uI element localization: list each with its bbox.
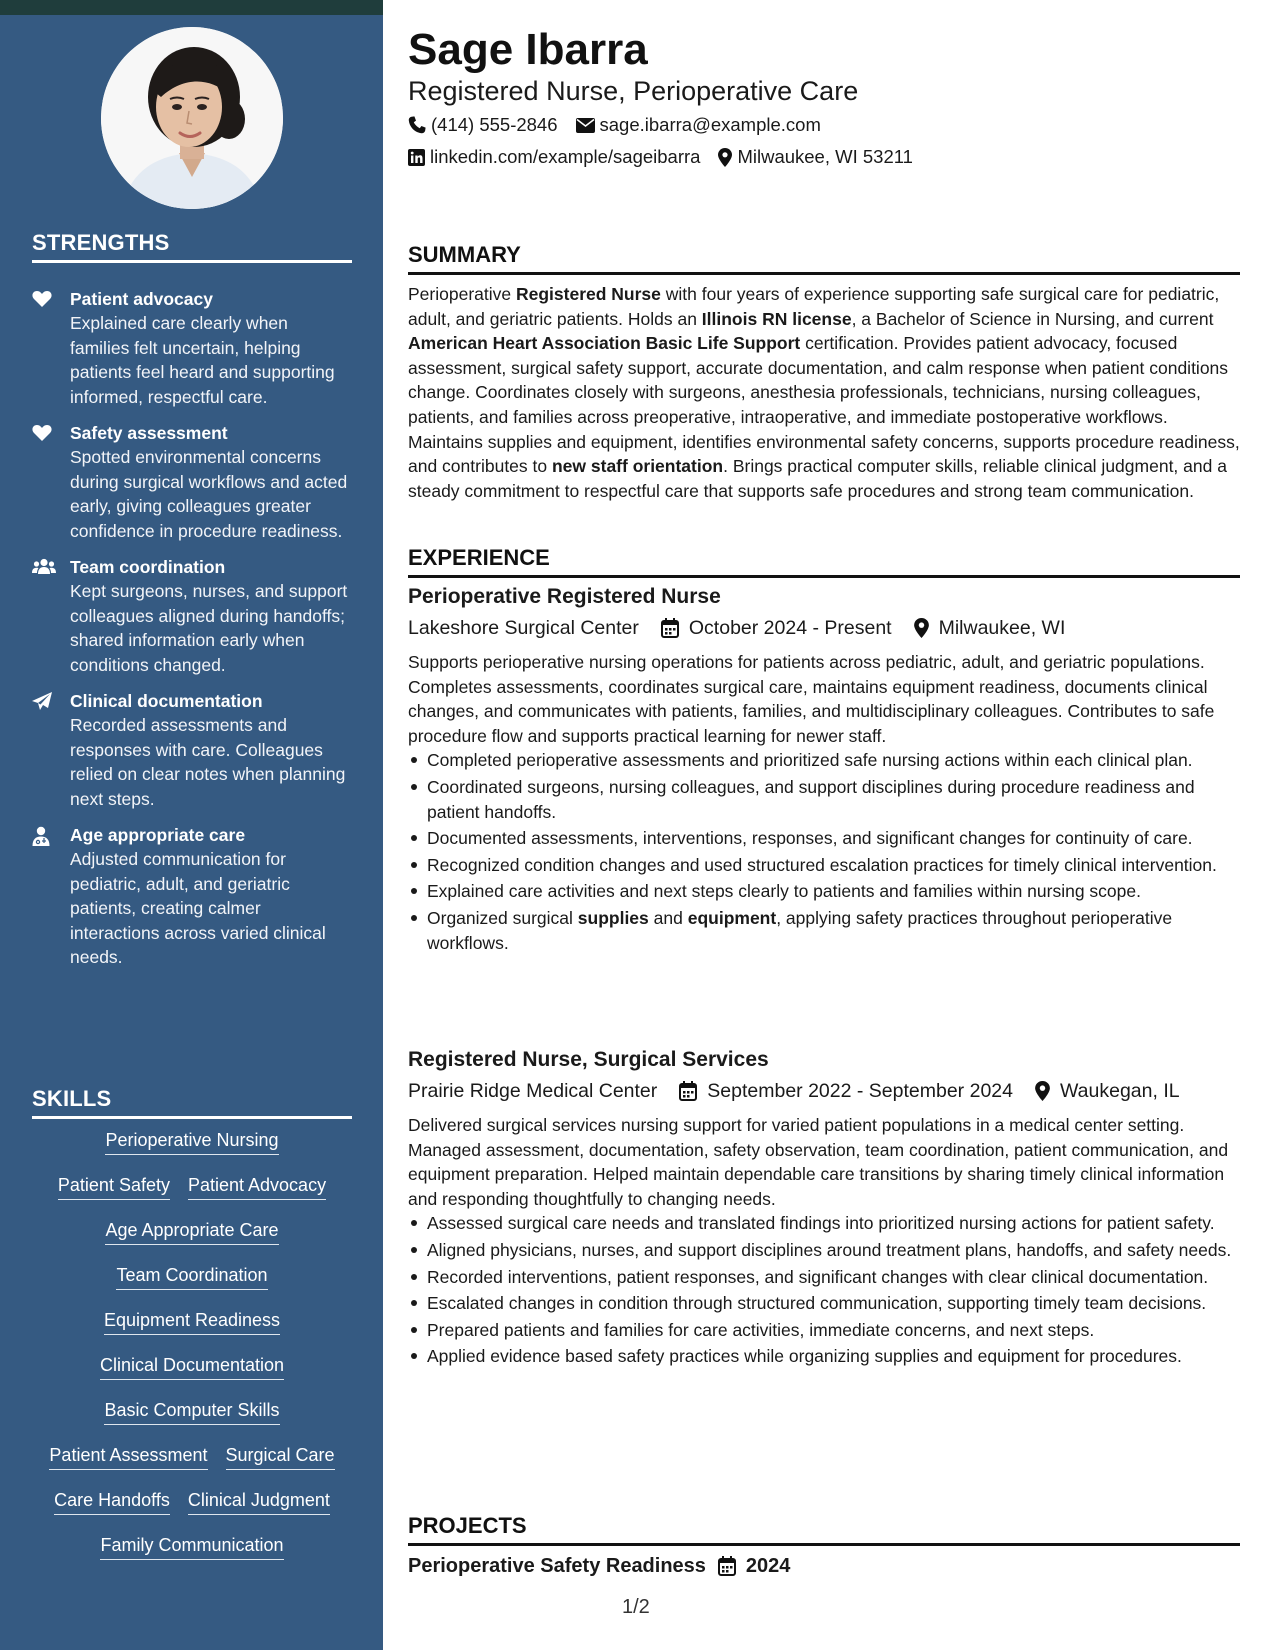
skill-row xyxy=(32,1398,352,1443)
map-pin-icon xyxy=(718,148,732,167)
calendar-icon xyxy=(661,618,679,638)
job-bullet: Coordinated surgeons, nursing colleagues, and support disciplines during procedure readiness and patient handoffs. xyxy=(408,775,1240,824)
sidebar-top-bar xyxy=(0,0,383,15)
phone-item[interactable] xyxy=(408,113,558,137)
skill-tag: Surgical Care xyxy=(226,1443,335,1470)
phone-icon xyxy=(408,116,426,134)
job-dates-text: October 2024 - Present xyxy=(688,617,892,639)
strength-item xyxy=(32,555,352,677)
location-text: Milwaukee, WI 53211 xyxy=(737,146,913,167)
skill-tag: Clinical Documentation xyxy=(100,1353,284,1380)
job-dates xyxy=(679,1077,1013,1105)
skill-tag: Team Coordination xyxy=(116,1263,267,1290)
job-location-text: Milwaukee, WI xyxy=(938,617,1066,639)
skill-tag: Care Handoffs xyxy=(54,1488,170,1515)
job-bullets xyxy=(408,1211,1240,1369)
summary-segment-bold: new staff orientation xyxy=(551,456,724,477)
skill-tag: Patient Assessment xyxy=(49,1443,207,1470)
linkedin-item[interactable] xyxy=(408,145,700,169)
summary-text xyxy=(408,282,1240,503)
heart-icon xyxy=(32,287,70,409)
email-text: sage.ibarra@example.com xyxy=(599,114,821,135)
skills-list xyxy=(32,1128,352,1578)
strength-item xyxy=(32,823,352,970)
skill-row xyxy=(32,1173,352,1218)
page-number: 1/2 xyxy=(622,1596,650,1618)
skill-tag: Clinical Judgment xyxy=(188,1488,330,1515)
job-entry xyxy=(408,1046,1240,1371)
linkedin-icon xyxy=(408,149,425,166)
employer: Lakeshore Surgical Center xyxy=(408,617,639,639)
summary-segment: Perioperative xyxy=(408,284,516,304)
job-entry xyxy=(408,583,1240,957)
job-location-text: Waukegan, IL xyxy=(1059,1080,1180,1102)
job-bullet: Escalated changes in condition through structured communication, supporting timely team decisions. xyxy=(408,1291,1240,1316)
strength-description: Spotted environmental concerns during surgical workflows and acted early, giving colleagues greater confidence in procedure readiness. xyxy=(70,447,348,541)
summary-segment-bold: Illinois RN license xyxy=(701,308,852,329)
job-description: Supports perioperative nursing operations for patients across pediatric, adult, and geriatric populations. Completes assessments, coordinates surgical care, maintains equipment readiness, documents clinical changes, and communicates with patients, families, and multidisciplinary colleagues. Contributes to safe procedure flow and supports practical learning for newer staff. xyxy=(408,652,1215,746)
strength-item xyxy=(32,287,352,409)
strength-item xyxy=(32,421,352,543)
job-location xyxy=(914,614,1066,642)
summary-segment: . Brings practical computer skills, reliable clinical judgment, and a steady commitment to respectful care that supports safe procedures and strong team communication. xyxy=(408,456,1227,501)
heart-icon xyxy=(32,421,70,543)
skill-row xyxy=(32,1443,352,1488)
paper-plane-icon xyxy=(32,689,70,811)
bullet-segment: Organized surgical xyxy=(427,907,578,928)
contact-row xyxy=(408,145,931,169)
strength-item xyxy=(32,689,352,811)
job-dates xyxy=(661,614,892,642)
summary-segment: certification. Provides patient advocacy, focused assessment, surgical safety support, accurate documentation, and calm response when patient conditions change. Coordinates closely with surgeons, anesthesia professionals, technicians, nursing colleagues, patients, and families across preoperative, intraoperative, and immediate postoperative workflows. Maintains supplies and equipment, identifies environmental safety concerns, supports procedure readiness, and contributes to xyxy=(408,333,1240,477)
skill-row xyxy=(32,1353,352,1398)
job-bullet: Completed perioperative assessments and prioritized safe nursing actions within each clinical plan. xyxy=(408,748,1240,773)
job-title: Registered Nurse, Surgical Services xyxy=(408,1048,769,1071)
job-meta xyxy=(408,614,1240,642)
strength-description: Explained care clearly when families felt uncertain, helping patients feel heard and supporting informed, respectful care. xyxy=(70,313,335,407)
map-pin-icon xyxy=(914,618,929,638)
job-bullet: Assessed surgical care needs and translated findings into prioritized nursing actions for patient safety. xyxy=(408,1211,1240,1236)
calendar-icon xyxy=(718,1556,736,1576)
job-bullet: Recorded interventions, patient responses, and significant changes with clear clinical documentation. xyxy=(408,1265,1240,1290)
projects-heading: PROJECTS xyxy=(408,1513,1240,1546)
skill-tag: Age Appropriate Care xyxy=(105,1218,278,1245)
linkedin-text: linkedin.com/example/sageibarra xyxy=(430,146,701,167)
skill-tag: Basic Computer Skills xyxy=(104,1398,279,1425)
job-bullets xyxy=(408,748,1240,955)
skill-row xyxy=(32,1218,352,1263)
job-title: Perioperative Registered Nurse xyxy=(408,585,721,608)
strength-title: Age appropriate care xyxy=(70,825,246,845)
summary-heading: SUMMARY xyxy=(408,242,1240,275)
profile-photo xyxy=(101,27,283,209)
candidate-name: Sage Ibarra xyxy=(408,25,648,74)
strength-description: Kept surgeons, nurses, and support colleagues aligned during handoffs; shared information early when conditions changed. xyxy=(70,581,348,675)
project-entry xyxy=(408,1552,790,1580)
skill-tag: Family Communication xyxy=(100,1533,283,1560)
phone-text: (414) 555-2846 xyxy=(431,114,558,135)
skill-row xyxy=(32,1488,352,1533)
candidate-title: Registered Nurse, Perioperative Care xyxy=(408,76,859,106)
summary-segment: , a Bachelor of Science in Nursing, and current xyxy=(851,308,1214,329)
job-description: Delivered surgical services nursing support for varied patient populations in a medical center setting. Managed assessment, documentation, safety observation, team coordination, patient communication, and equipment preparation. Helped maintain dependable care transitions by sharing timely clinical information and responding thoughtfully to changing needs. xyxy=(408,1115,1229,1209)
user-doctor-icon xyxy=(32,823,70,970)
summary-segment-bold: American Heart Association Basic Life Support xyxy=(408,333,801,354)
job-bullet: Recognized condition changes and used structured escalation practices for timely clinical intervention. xyxy=(408,853,1240,878)
job-bullet: Explained care activities and next steps clearly to patients and families within nursing scope. xyxy=(408,879,1240,904)
bullet-segment-bold: equipment xyxy=(687,907,777,928)
email-item[interactable] xyxy=(576,113,821,137)
map-pin-icon xyxy=(1035,1081,1050,1101)
skill-row xyxy=(32,1533,352,1578)
bullet-segment: , applying safety practices throughout perioperative workflows. xyxy=(427,907,1173,953)
skill-row xyxy=(32,1128,352,1173)
skill-tag: Patient Safety xyxy=(58,1173,170,1200)
strength-title: Patient advocacy xyxy=(70,289,213,309)
skill-tag: Patient Advocacy xyxy=(188,1173,326,1200)
job-bullet: Aligned physicians, nurses, and support disciplines around treatment plans, handoffs, and safety needs. xyxy=(408,1238,1240,1263)
employer: Prairie Ridge Medical Center xyxy=(408,1080,658,1102)
project-date: 2024 xyxy=(745,1555,791,1577)
job-bullet xyxy=(408,906,1240,955)
strength-description: Recorded assessments and responses with care. Colleagues relied on clear notes when planning next steps. xyxy=(70,715,346,809)
strength-description: Adjusted communication for pediatric, adult, and geriatric patients, creating calmer interactions across varied clinical needs. xyxy=(70,849,326,967)
experience-heading: EXPERIENCE xyxy=(408,545,1240,578)
strength-title: Team coordination xyxy=(70,557,226,577)
calendar-icon xyxy=(679,1081,697,1101)
skill-tag: Equipment Readiness xyxy=(104,1308,280,1335)
strength-title: Clinical documentation xyxy=(70,691,263,711)
job-meta xyxy=(408,1077,1240,1105)
job-location xyxy=(1035,1077,1180,1105)
summary-segment: with four years of experience supporting safe surgical care for pediatric, adult, and geriatric patients. Holds an xyxy=(408,284,1220,329)
location-item xyxy=(718,145,913,169)
skill-row xyxy=(32,1263,352,1308)
skills-heading: SKILLS xyxy=(32,1086,352,1119)
job-bullet: Prepared patients and families for care activities, immediate concerns, and next steps. xyxy=(408,1318,1240,1343)
summary-segment-bold: Registered Nurse xyxy=(515,284,661,304)
strengths-list xyxy=(32,287,352,982)
skill-row xyxy=(32,1308,352,1353)
sidebar xyxy=(0,0,383,1650)
job-bullet: Documented assessments, interventions, responses, and significant changes for continuity of care. xyxy=(408,826,1240,851)
strengths-heading: STRENGTHS xyxy=(32,230,352,263)
job-bullet: Applied evidence based safety practices while organizing supplies and equipment for procedures. xyxy=(408,1344,1240,1369)
bullet-segment: and xyxy=(648,907,688,928)
strength-title: Safety assessment xyxy=(70,423,228,443)
bullet-segment-bold: supplies xyxy=(577,907,649,928)
users-icon xyxy=(32,555,70,677)
project-title: Perioperative Safety Readiness xyxy=(408,1555,706,1577)
envelope-icon xyxy=(576,118,595,133)
skill-tag: Perioperative Nursing xyxy=(105,1128,278,1155)
job-dates-text: September 2022 - September 2024 xyxy=(707,1080,1013,1102)
contact-row xyxy=(408,113,839,137)
